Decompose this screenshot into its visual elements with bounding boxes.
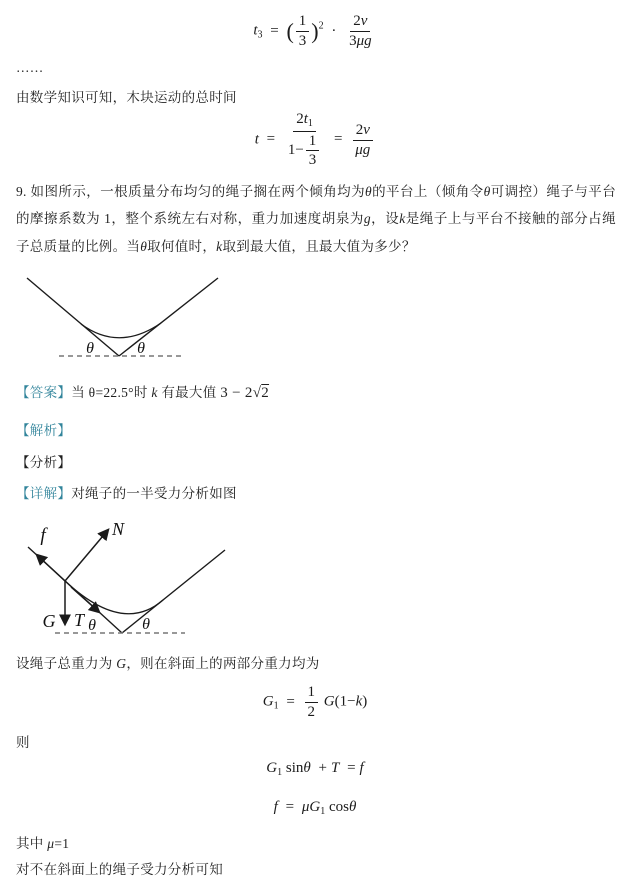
- fenxi-label: 【分析】: [16, 455, 72, 470]
- problem-9-text: 9. 如图所示，一根质量分布均匀的绳子搁在两个倾角均为θ的平台上（倾角令θ可调控）绳子与平台的摩擦系数为 1，整个系统左右对称，重力加速度胡泉为g，设k是绳子上与平台不接触的部分占绳子总质量的比例。当θ取何值时，k取到最大值，且最大值为多少？: [16, 184, 616, 254]
- fraction: $\frac{1}{2}$: [305, 683, 319, 722]
- nested-fraction: $\frac{1}{3}$: [306, 132, 320, 171]
- formula-t3: [0, 12, 630, 51]
- open-paren: (: [286, 18, 294, 44]
- equals-sign: =: [266, 131, 276, 148]
- theta-symbol: θ: [365, 184, 372, 199]
- theta-symbol: θ: [348, 799, 357, 815]
- k-symbol: k: [216, 238, 223, 254]
- answer-label: 【答案】: [16, 385, 72, 400]
- theta-left-label: θ: [86, 340, 94, 357]
- formula-g1: $G_1$ = $\frac{1}{2}$ G(1−k): [262, 684, 368, 720]
- close-paren: ): [311, 18, 319, 44]
- normal-force-vector: [65, 530, 108, 581]
- theta-right-label: θ: [137, 340, 145, 357]
- sagging-rope-curve: [81, 323, 161, 338]
- right-incline-line: [122, 550, 225, 633]
- math-sub: 3: [257, 29, 263, 41]
- right-incline-line: [119, 278, 218, 356]
- formula-equilibrium-1: $G_1$ sinθ + T = f: [266, 760, 364, 778]
- T-symbol: T: [330, 760, 340, 776]
- then-word: 则: [16, 735, 30, 750]
- G-symbol: G: [116, 656, 127, 671]
- k-symbol: k: [399, 211, 406, 227]
- force-analysis-diagram: [15, 505, 250, 643]
- theta-left-label: θ: [88, 617, 96, 634]
- cos-function: cos: [328, 799, 349, 815]
- mu-G-symbol: μG: [301, 799, 321, 815]
- math-var: t: [254, 131, 259, 148]
- sagging-rope-curve: [65, 581, 163, 614]
- tension-label: T: [73, 610, 85, 630]
- close-paren: ): [362, 693, 368, 710]
- rope-on-inclines-diagram: [13, 270, 248, 370]
- friction-label: f: [40, 525, 46, 546]
- fraction: $2t_1$ 1− $\frac{1}{3}$: [285, 110, 324, 170]
- math-var: t: [253, 22, 258, 39]
- left-incline-line: [27, 278, 119, 356]
- equals-sign: =: [270, 22, 279, 39]
- f-symbol: f: [273, 799, 278, 815]
- equals-sign: =: [286, 693, 295, 710]
- xiangjie-line: 【详解】对绳子的一半受力分析如图: [16, 486, 237, 501]
- math-var: G: [262, 693, 274, 710]
- total-time-sentence: 由数学知识可知，木块运动的总时间: [16, 90, 237, 105]
- theta-symbol: θ: [140, 238, 148, 254]
- exponent: 2: [318, 20, 324, 32]
- equals-sign: =: [334, 131, 343, 148]
- formula-friction: $f = \mu G_1$ cosθ: [273, 799, 357, 817]
- xiangjie-label: 【详解】: [16, 486, 72, 501]
- jiexi-label: 【解析】: [16, 423, 72, 438]
- answer-value: 3 − 2√2: [220, 385, 270, 401]
- tension-vector: [71, 587, 99, 612]
- fraction: $\frac{2v}{\mu g}$: [352, 121, 373, 160]
- theta-right-label: θ: [142, 616, 150, 633]
- sqrt-sign: √: [252, 385, 262, 401]
- mu-symbol: μ: [47, 836, 55, 851]
- normal-force-label: N: [111, 519, 125, 539]
- mu-line: 其中 μ=1: [16, 836, 70, 851]
- theta-symbol: θ: [483, 184, 491, 199]
- equals-sign: =: [347, 760, 356, 776]
- g-symbol: g: [363, 211, 371, 227]
- rope-weight-sentence: 设绳子总重力为 G，则在斜面上的两部分重力均为: [16, 656, 320, 671]
- math-var: G: [323, 693, 335, 710]
- open-paren: (1−: [334, 693, 356, 710]
- dot-operator: ·: [331, 22, 337, 39]
- answer-line: 【答案】当 θ=22.5°时 k 有最大值 3 − 2√2: [16, 385, 270, 401]
- plus-sign: +: [318, 760, 327, 776]
- k-symbol: k: [151, 385, 158, 400]
- fraction: $\frac{1}{3}$: [296, 12, 310, 51]
- ellipsis-line: ……: [16, 60, 44, 75]
- k-symbol: k: [355, 693, 363, 710]
- formula-total-time: [0, 110, 630, 170]
- theta-symbol: θ: [303, 760, 311, 776]
- sin-function: sin: [285, 760, 304, 776]
- f-symbol: f: [359, 760, 364, 776]
- equals-sign: =: [285, 799, 295, 815]
- friction-vector: [37, 555, 65, 581]
- fraction: $\frac{2v}{3\mu g}$: [349, 13, 372, 49]
- last-analysis-line: 对不在斜面上的绳子受力分析可知: [16, 862, 223, 877]
- gravity-label: G: [42, 611, 56, 631]
